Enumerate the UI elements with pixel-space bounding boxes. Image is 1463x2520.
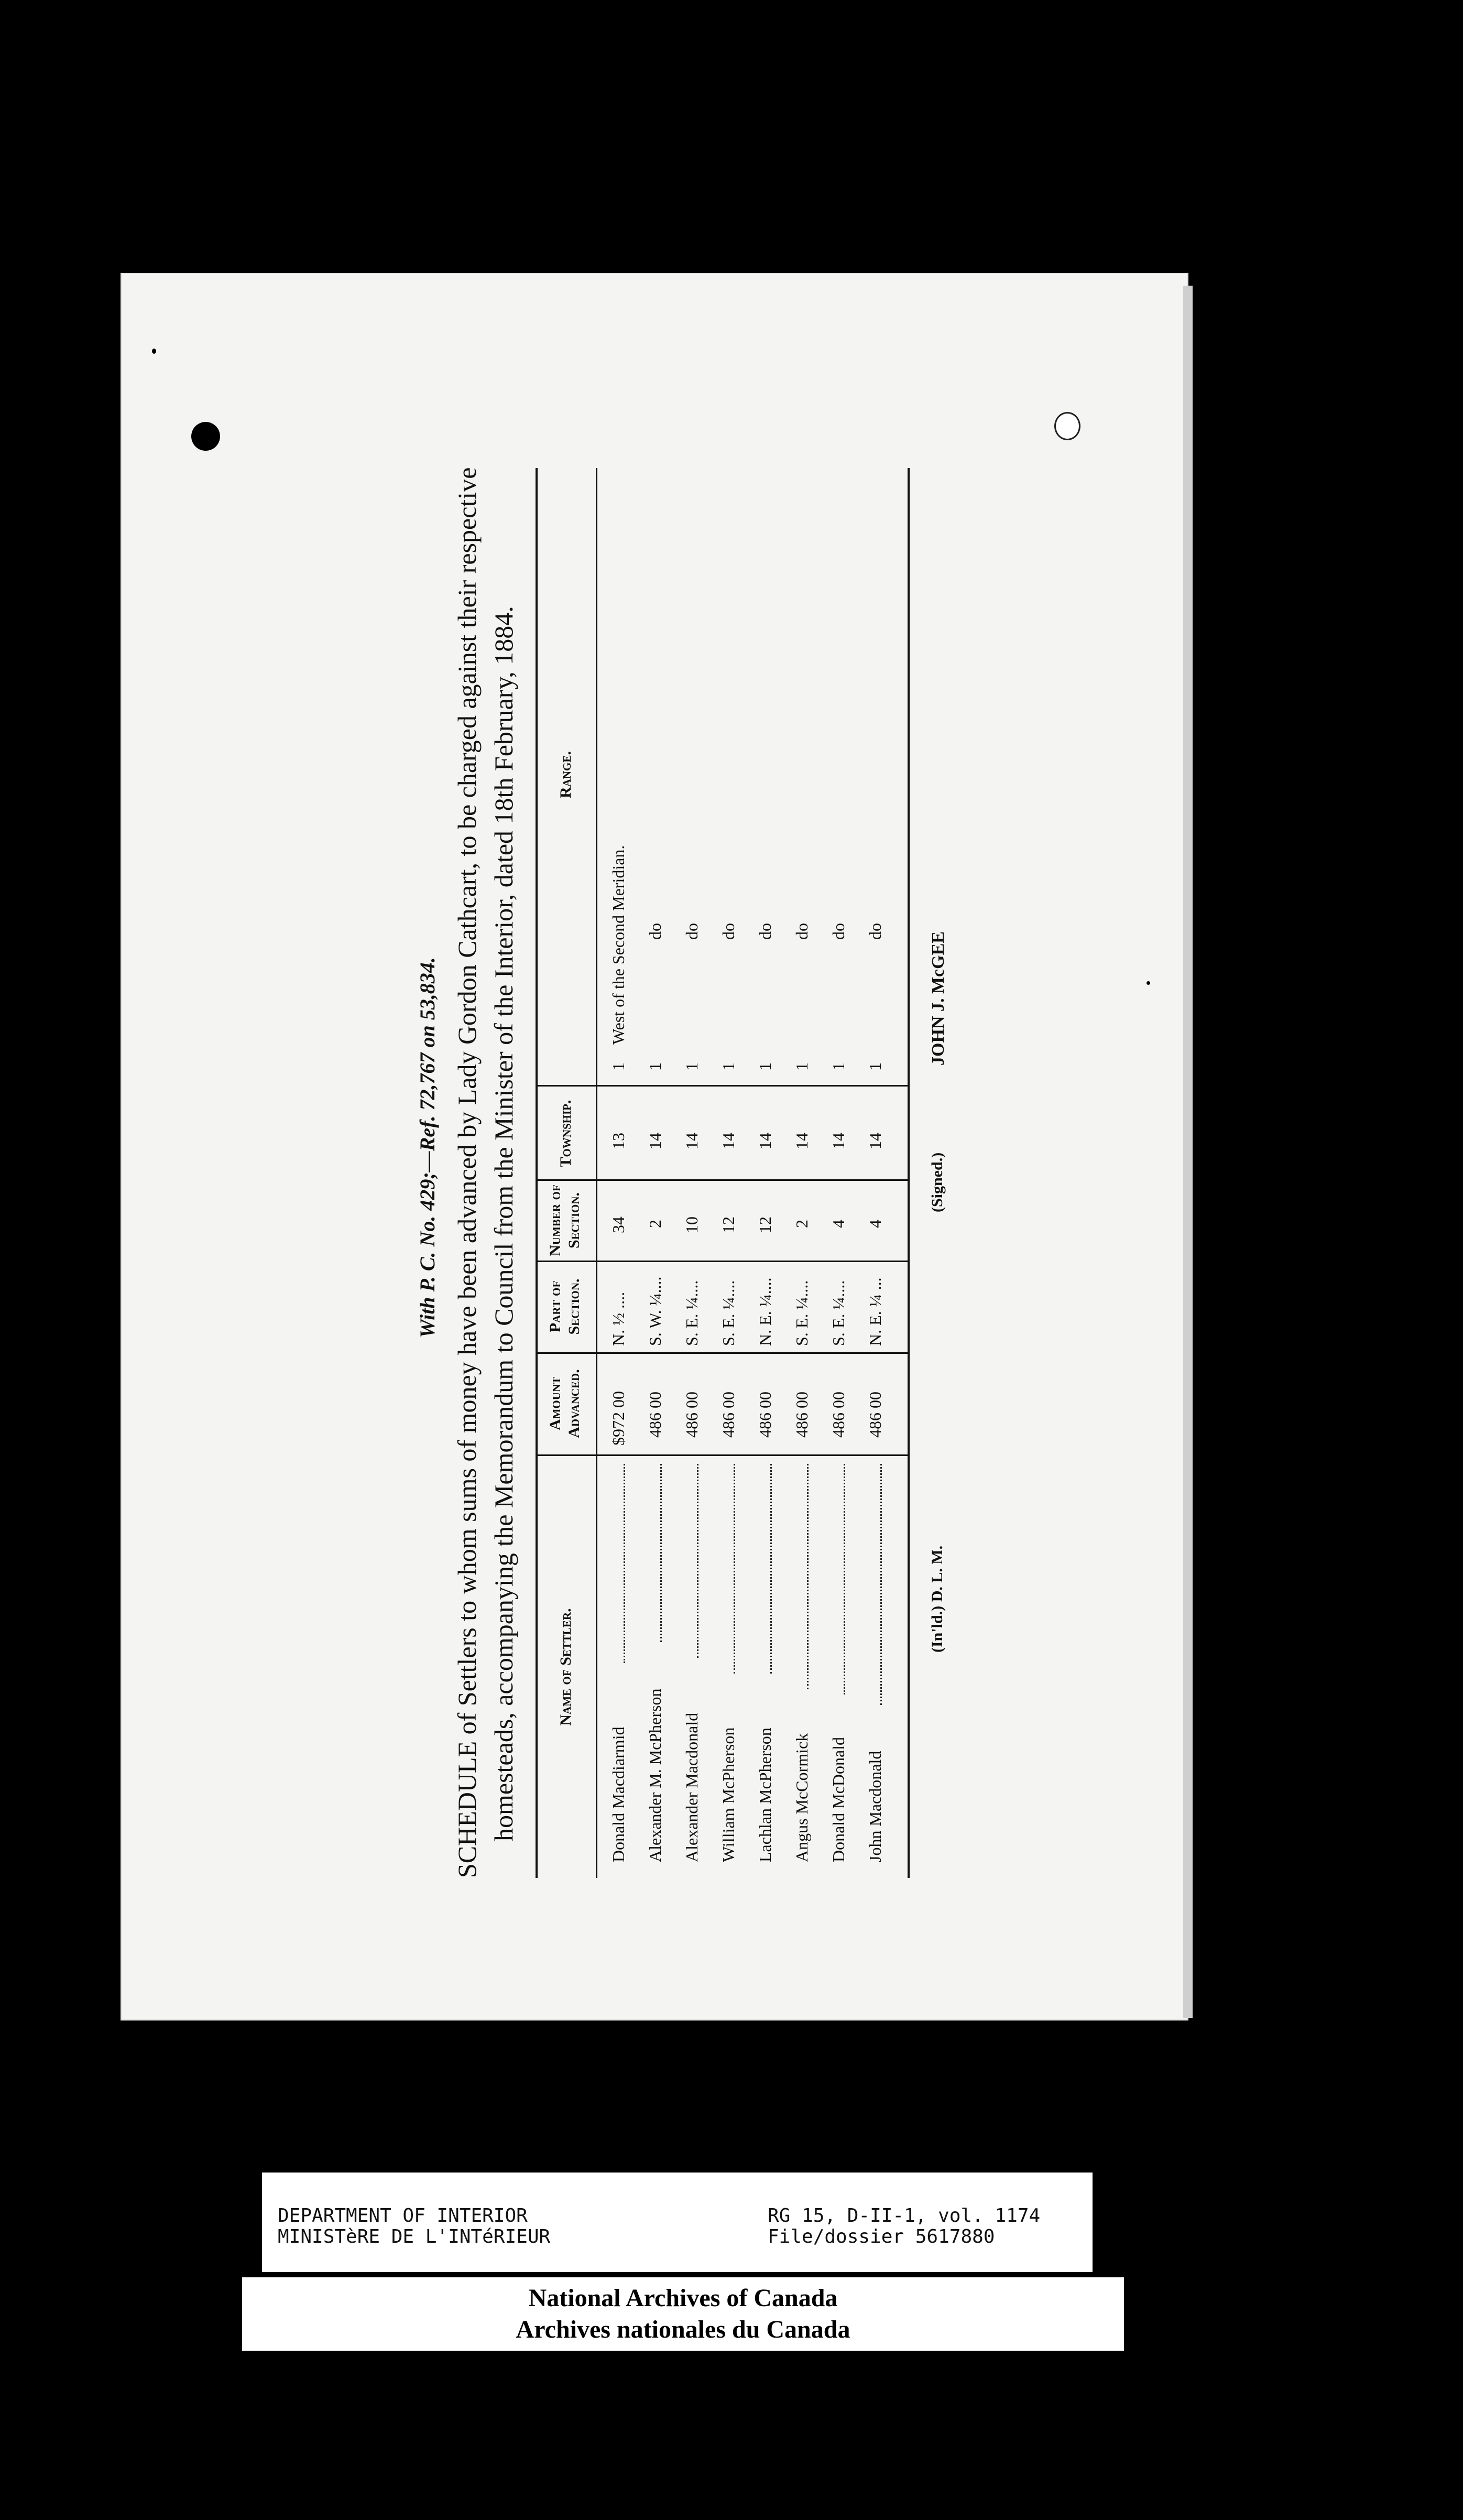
leader-dots (660, 1464, 662, 1642)
column-divider (536, 1352, 909, 1354)
settler-name: Donald McDonald (829, 1736, 848, 1862)
part-of-section: N. ½ .... (609, 1291, 628, 1346)
column-header-amount: Amount Advanced. (547, 1369, 583, 1438)
section-number: 12 (719, 1216, 738, 1233)
township: 13 (609, 1133, 628, 1149)
settler-name: William McPherson (719, 1727, 738, 1862)
table-bottom-rule (908, 468, 910, 1878)
section-number: 2 (792, 1220, 811, 1228)
amount-advanced: 486 00 (646, 1392, 664, 1438)
column-divider (536, 1085, 909, 1087)
department-french: MINISTèRE DE L'INTéRIEUR (278, 2226, 551, 2247)
section-number: 4 (866, 1220, 885, 1228)
amount-advanced: 486 00 (792, 1392, 811, 1438)
amount-advanced: 486 00 (682, 1392, 701, 1438)
punch-hole-icon (191, 422, 220, 451)
settler-name: John Macdonald (866, 1751, 885, 1862)
leader-dots (734, 1464, 735, 1674)
section-number: 2 (646, 1220, 664, 1228)
signatory-name: JOHN J. McGEE (929, 931, 948, 1066)
amount-advanced: 486 00 (829, 1392, 848, 1438)
archives-label (242, 2277, 1124, 2351)
schedule-heading-line-2: homesteads, accompanying the Memorandum to Council from the Minister of the Interior, dated 18th February, 1884. (489, 606, 518, 1841)
township: 14 (866, 1133, 885, 1149)
file-number: File/dossier 5617880 (768, 2226, 995, 2247)
range-number: 1 (609, 1062, 628, 1071)
amount-advanced: 486 00 (756, 1392, 774, 1438)
range-number: 1 (792, 1062, 811, 1071)
part-of-section: S. E. ¼.... (719, 1280, 738, 1346)
leader-dots (770, 1464, 772, 1674)
column-divider (536, 1261, 909, 1262)
range-text: do (719, 923, 738, 940)
part-of-section: N. E. ¼.... (756, 1277, 774, 1346)
township: 14 (682, 1133, 701, 1149)
settler-name: Alexander M. McPherson (646, 1688, 664, 1862)
section-number: 12 (756, 1216, 774, 1233)
speck (152, 349, 156, 354)
column-header-name: Name of Settler. (557, 1608, 574, 1726)
column-header-range: Range. (557, 751, 574, 798)
amount-advanced: 486 00 (866, 1392, 885, 1438)
township: 14 (756, 1133, 774, 1149)
range-text: do (829, 923, 848, 940)
signed-note: (Signed.) (929, 1152, 946, 1212)
department-label (262, 2173, 1093, 2272)
column-header-section: Number of Section. (547, 1185, 583, 1256)
archives-english: National Archives of Canada (528, 2284, 838, 2312)
document-page (122, 274, 1187, 2019)
range-text: do (756, 923, 774, 940)
settler-name: Donald Macdiarmid (609, 1726, 628, 1862)
township: 14 (792, 1133, 811, 1149)
section-number: 10 (682, 1216, 701, 1233)
department-english: DEPARTMENT OF INTERIOR (278, 2205, 528, 2226)
paper-edge (1183, 286, 1193, 2018)
range-number: 1 (646, 1062, 664, 1071)
leader-dots (844, 1464, 845, 1695)
range-text: West of the Second Meridian. (609, 845, 628, 1045)
part-of-section: S. E. ¼.... (829, 1280, 848, 1346)
part-of-section: S. E. ¼.... (682, 1280, 701, 1346)
settler-name: Alexander Macdonald (682, 1712, 701, 1862)
range-text: do (792, 923, 811, 940)
punch-hole-icon (1054, 412, 1080, 440)
settler-name: Lachlan McPherson (756, 1728, 774, 1862)
township: 14 (719, 1133, 738, 1149)
leader-dots (697, 1464, 698, 1658)
column-divider (536, 1179, 909, 1181)
part-of-section: N. E. ¼ ... (866, 1277, 885, 1346)
range-text: do (866, 923, 885, 940)
column-header-part: Part of Section. (547, 1278, 583, 1335)
range-number: 1 (829, 1062, 848, 1071)
part-of-section: S. W. ¼.... (646, 1276, 664, 1346)
header-bottom-rule (596, 468, 597, 1878)
settler-name: Angus McCormick (792, 1733, 811, 1862)
order-reference: With P. C. No. 429;—Ref. 72,767 on 53,834. (416, 957, 439, 1338)
range-number: 1 (756, 1062, 774, 1071)
range-number: 1 (719, 1062, 738, 1071)
township: 14 (646, 1133, 664, 1149)
section-number: 34 (609, 1216, 628, 1233)
column-header-township: Township. (557, 1100, 574, 1168)
range-text: do (682, 923, 701, 940)
range-number: 1 (682, 1062, 701, 1071)
initialed-note: (In'ld.) D. L. M. (929, 1545, 946, 1653)
column-divider (536, 1454, 909, 1456)
range-number: 1 (866, 1062, 885, 1071)
leader-dots (807, 1464, 809, 1689)
part-of-section: S. E. ¼.... (792, 1280, 811, 1346)
leader-dots (880, 1464, 882, 1705)
range-text: do (646, 923, 664, 940)
amount-advanced: $972 00 (609, 1391, 628, 1446)
table-top-rule (536, 468, 538, 1878)
amount-advanced: 486 00 (719, 1392, 738, 1438)
archives-french: Archives nationales du Canada (516, 2316, 850, 2343)
township: 14 (829, 1133, 848, 1149)
speck (1147, 981, 1150, 985)
rotated-schedule (122, 274, 1187, 2019)
section-number: 4 (829, 1220, 848, 1228)
schedule-heading-line-1: SCHEDULE of Settlers to whom sums of money have been advanced by Lady Gordon Cathcart, to be charged against their respective (452, 467, 482, 1878)
leader-dots (624, 1464, 625, 1663)
record-group-reference: RG 15, D-II-1, vol. 1174 (768, 2205, 1041, 2226)
